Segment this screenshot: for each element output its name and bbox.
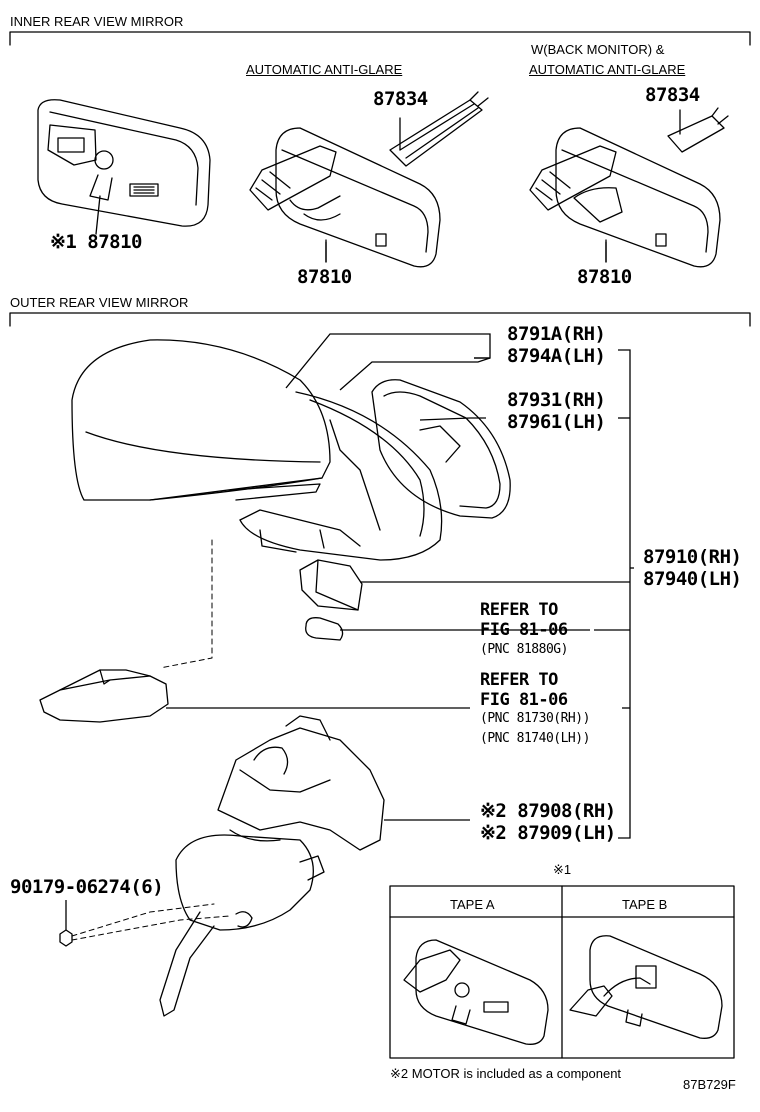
outer-motor-base — [160, 716, 384, 1016]
part-motor-lh: ※2 87909(LH) — [480, 822, 616, 844]
inset-tape-a-label: TAPE A — [450, 897, 495, 912]
outer-side-lamp — [300, 560, 362, 640]
part-assy-lh: 87940(LH) — [643, 568, 742, 590]
refer2-line3: (PNC 81730(RH)) — [480, 711, 590, 726]
outer-mirror-cover — [72, 340, 330, 500]
refer2-line4: (PNC 81740(LH)) — [480, 731, 590, 746]
inset-note: ※1 — [553, 862, 572, 877]
part-87810-note: ※1 87810 — [50, 231, 142, 253]
header-back-monitor-line2: AUTOMATIC ANTI-GLARE — [529, 62, 686, 77]
part-assy-rh: 87910(RH) — [643, 546, 742, 568]
part-87810-auto: 87810 — [297, 266, 352, 288]
outer-screw — [60, 930, 72, 946]
part-87834-monitor: 87834 — [645, 84, 700, 106]
part-screw: 90179-06274(6) — [10, 876, 164, 898]
outer-section-bracket — [10, 313, 750, 326]
part-motor-rh: ※2 87908(RH) — [480, 800, 616, 822]
header-back-monitor-line1: W(BACK MONITOR) & — [531, 42, 665, 57]
part-87834-auto: 87834 — [373, 88, 428, 110]
part-glass-lh: 87961(LH) — [507, 411, 606, 433]
figure-code: 87B729F — [683, 1077, 736, 1092]
outer-mirror-housing — [240, 392, 442, 560]
refer1-line1: REFER TO — [480, 600, 558, 620]
part-glass-rh: 87931(RH) — [507, 389, 606, 411]
inset-mirror-tape-a — [404, 940, 548, 1044]
outer-turn-lamp — [40, 670, 168, 722]
part-cover-rh: 8791A(RH) — [507, 323, 606, 345]
inner-mirror-monitor — [530, 108, 728, 267]
inset-tape-b-label: TAPE B — [622, 897, 668, 912]
refer1-line2: FIG 81-06 — [480, 620, 568, 640]
refer1-line3: (PNC 81880G) — [480, 642, 568, 657]
header-auto-antiglare: AUTOMATIC ANTI-GLARE — [246, 62, 403, 77]
footer-motor-note: ※2 MOTOR is included as a component — [390, 1066, 622, 1081]
refer2-line1: REFER TO — [480, 670, 558, 690]
inset-mirror-tape-b — [570, 936, 722, 1039]
outer-mirror-glass — [372, 380, 510, 518]
section-inner-title: INNER REAR VIEW MIRROR — [10, 14, 184, 29]
part-87810-monitor: 87810 — [577, 266, 632, 288]
inner-mirror-auto — [250, 92, 488, 267]
refer2-line2: FIG 81-06 — [480, 690, 568, 710]
section-outer-title: OUTER REAR VIEW MIRROR — [10, 295, 189, 310]
part-cover-lh: 8794A(LH) — [507, 345, 606, 367]
inner-mirror-plain — [38, 100, 210, 226]
